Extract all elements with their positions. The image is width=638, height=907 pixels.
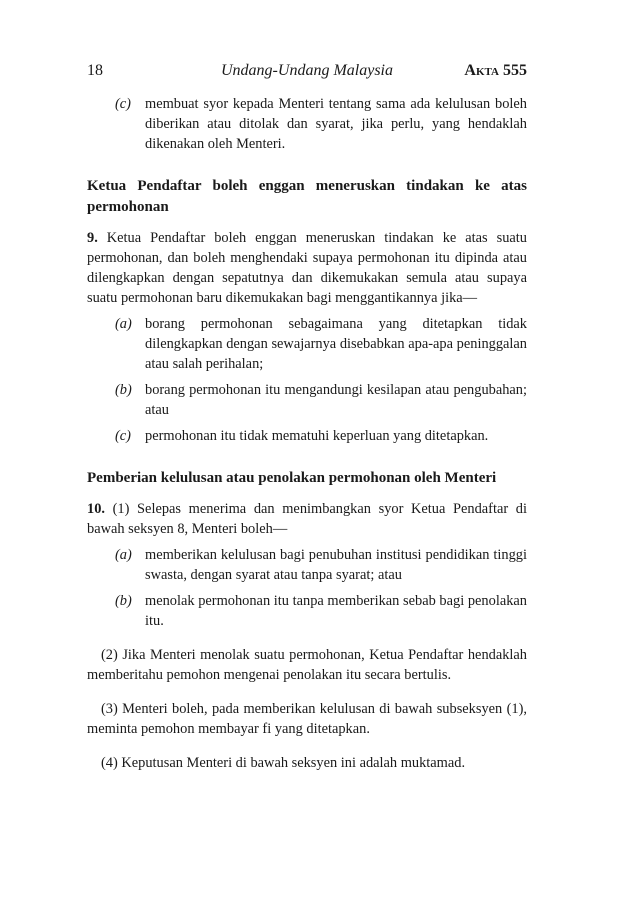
- act-reference: [464, 62, 527, 80]
- item-label: (c): [115, 428, 131, 444]
- paragraph-item: [87, 314, 527, 374]
- item-text: borang permohonan itu mengandungi kesilapan atau pengubahan; atau: [145, 382, 527, 418]
- section-10-heading: Pemberian kelulusan atau penolakan permohonan oleh Menteri: [87, 470, 497, 486]
- act-number: 555: [503, 62, 527, 79]
- item-label: (c): [115, 96, 131, 112]
- section-number: 10.: [87, 501, 105, 517]
- item-text: membuat syor kepada Menteri tentang sama ada kelulusan boleh diberikan atau ditolak dan syarat, jika perlu, yang hendaklah dikenakan oleh Menteri.: [145, 96, 527, 152]
- subsection-2: (2) Jika Menteri menolak suatu permohonan, Ketua Pendaftar hendaklah memberitahu pemohon mengenai penolakan itu secara bertulis.: [87, 647, 527, 683]
- section-9-intro: [87, 228, 527, 308]
- paragraph-item: [87, 545, 527, 585]
- page-number: 18: [87, 62, 103, 79]
- section-9-heading: Ketua Pendaftar boleh enggan meneruskan tindakan ke atas permohonan: [87, 178, 527, 215]
- item-label: (a): [115, 316, 132, 332]
- section-10-intro: [87, 499, 527, 539]
- subsection-3: (3) Menteri boleh, pada memberikan kelulusan di bawah subseksyen (1), meminta pemohon membayar fi yang ditetapkan.: [87, 701, 527, 737]
- paragraph-item: [87, 380, 527, 420]
- page-header: [87, 62, 527, 84]
- document-body: [87, 94, 527, 773]
- section-number: 9.: [87, 230, 98, 246]
- subsection-4: (4) Keputusan Menteri di bawah seksyen ini adalah muktamad.: [101, 755, 466, 771]
- item-text: borang permohonan sebagaimana yang ditetapkan tidak dilengkapkan dengan sewajarnya disebabkan apa-apa peninggalan atau salah perihalan;: [145, 316, 527, 372]
- act-prefix: Akta: [464, 62, 499, 79]
- paragraph-item: [87, 426, 527, 446]
- item-label: (a): [115, 547, 132, 563]
- paragraph-item: [87, 94, 527, 154]
- item-text: permohonan itu tidak mematuhi keperluan yang ditetapkan.: [145, 428, 489, 444]
- paragraph-item: [87, 591, 527, 631]
- item-text: menolak permohonan itu tanpa memberikan sebab bagi penolakan itu.: [145, 593, 527, 629]
- item-label: (b): [115, 382, 132, 398]
- item-label: (b): [115, 593, 132, 609]
- item-text: memberikan kelulusan bagi penubuhan institusi pendidikan tinggi swasta, dengan syarat atau tanpa syarat; atau: [145, 547, 527, 583]
- running-title: Undang-Undang Malaysia: [221, 62, 393, 79]
- section-text: (1) Selepas menerima dan menimbangkan syor Ketua Pendaftar di bawah seksyen 8, Menteri boleh—: [87, 501, 527, 537]
- section-text: Ketua Pendaftar boleh enggan meneruskan tindakan ke atas suatu permohonan, dan boleh menghendaki supaya permohonan itu dipinda atau dilengkapkan dengan sepatutnya dan dikemukakan semula atau supaya suatu permohonan baru dikemukakan bagi menggantikannya jika—: [87, 230, 527, 306]
